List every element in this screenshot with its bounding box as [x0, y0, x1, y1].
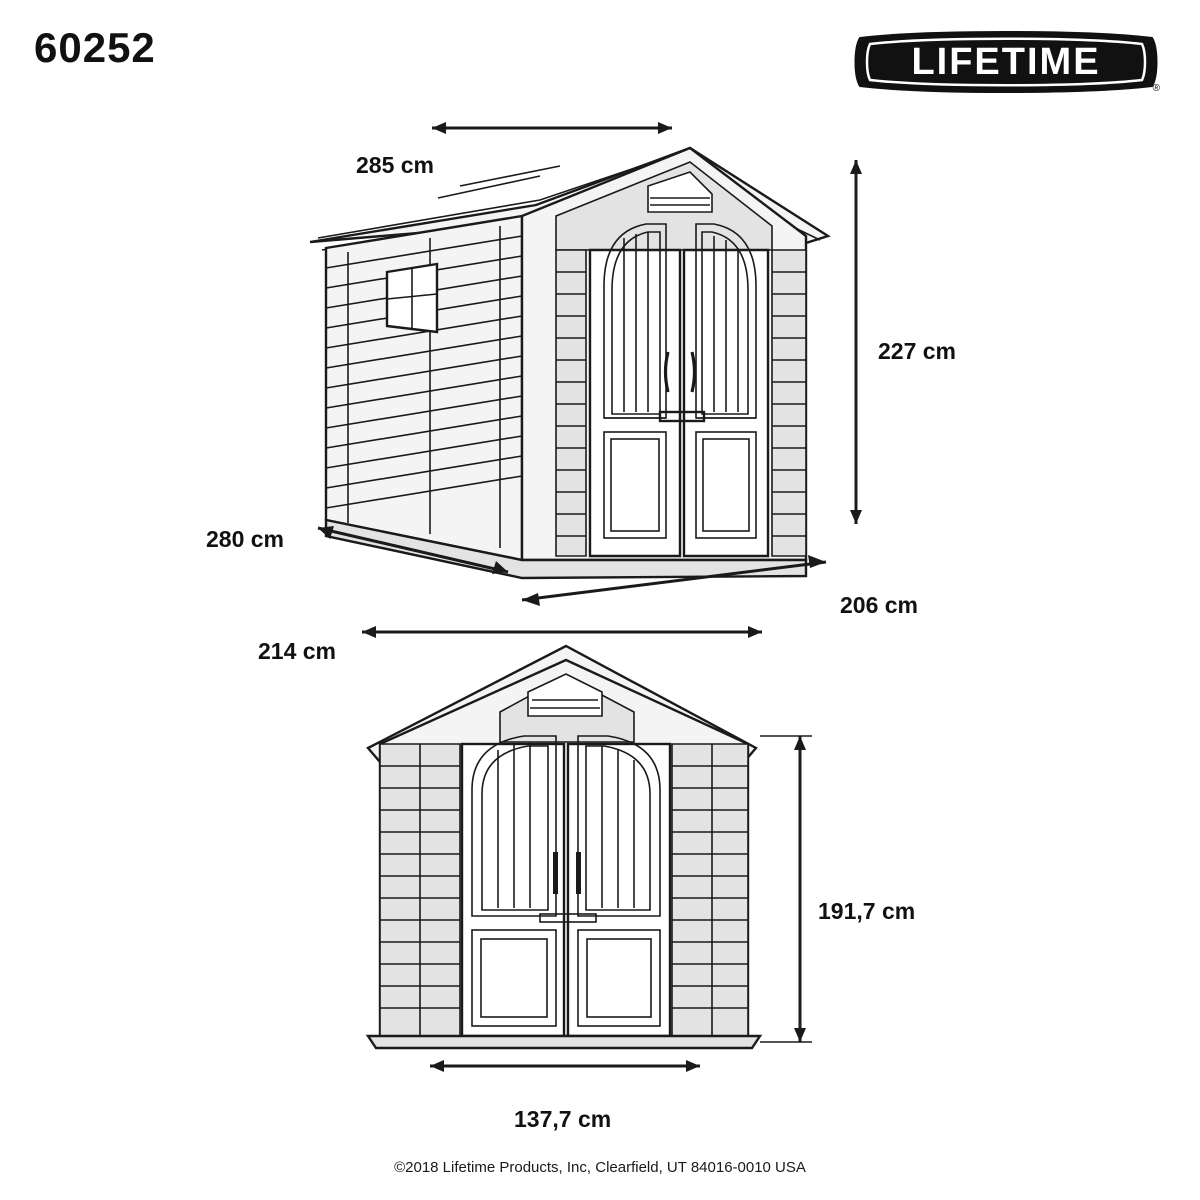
dim-label-floor-width: 214 cm — [258, 638, 337, 664]
side-window — [387, 264, 437, 332]
copyright-notice: ©2018 Lifetime Products, Inc, Clearfield, UT 84016-0010 USA — [394, 1159, 806, 1176]
front-elevation-view — [368, 646, 812, 1072]
dim-label-door-opening-width: 137,7 cm — [514, 1106, 612, 1132]
dim-arrow-front-height — [760, 736, 812, 1042]
registered-trademark-icon: ® — [1152, 83, 1160, 94]
door-handle-right-front — [576, 852, 581, 894]
door-handle-left-front — [553, 852, 558, 894]
dim-arrow-wall-height — [850, 160, 862, 524]
dim-label-front-height: 191,7 cm — [818, 898, 916, 924]
isometric-view — [310, 122, 862, 638]
dim-arrow-roof-width — [432, 122, 672, 134]
dim-label-depth: 280 cm — [206, 526, 285, 552]
double-doors-iso — [590, 224, 768, 556]
brand-logo-text: LIFETIME — [911, 40, 1101, 83]
dim-label-roof-width: 285 cm — [356, 152, 435, 178]
dim-arrow-floor-width — [362, 626, 762, 638]
page-title: 60252 — [34, 24, 156, 71]
dim-label-wall-height: 227 cm — [878, 338, 957, 364]
dim-arrow-door-opening-width — [430, 1060, 700, 1072]
dim-label-front-width: 206 cm — [840, 592, 919, 618]
